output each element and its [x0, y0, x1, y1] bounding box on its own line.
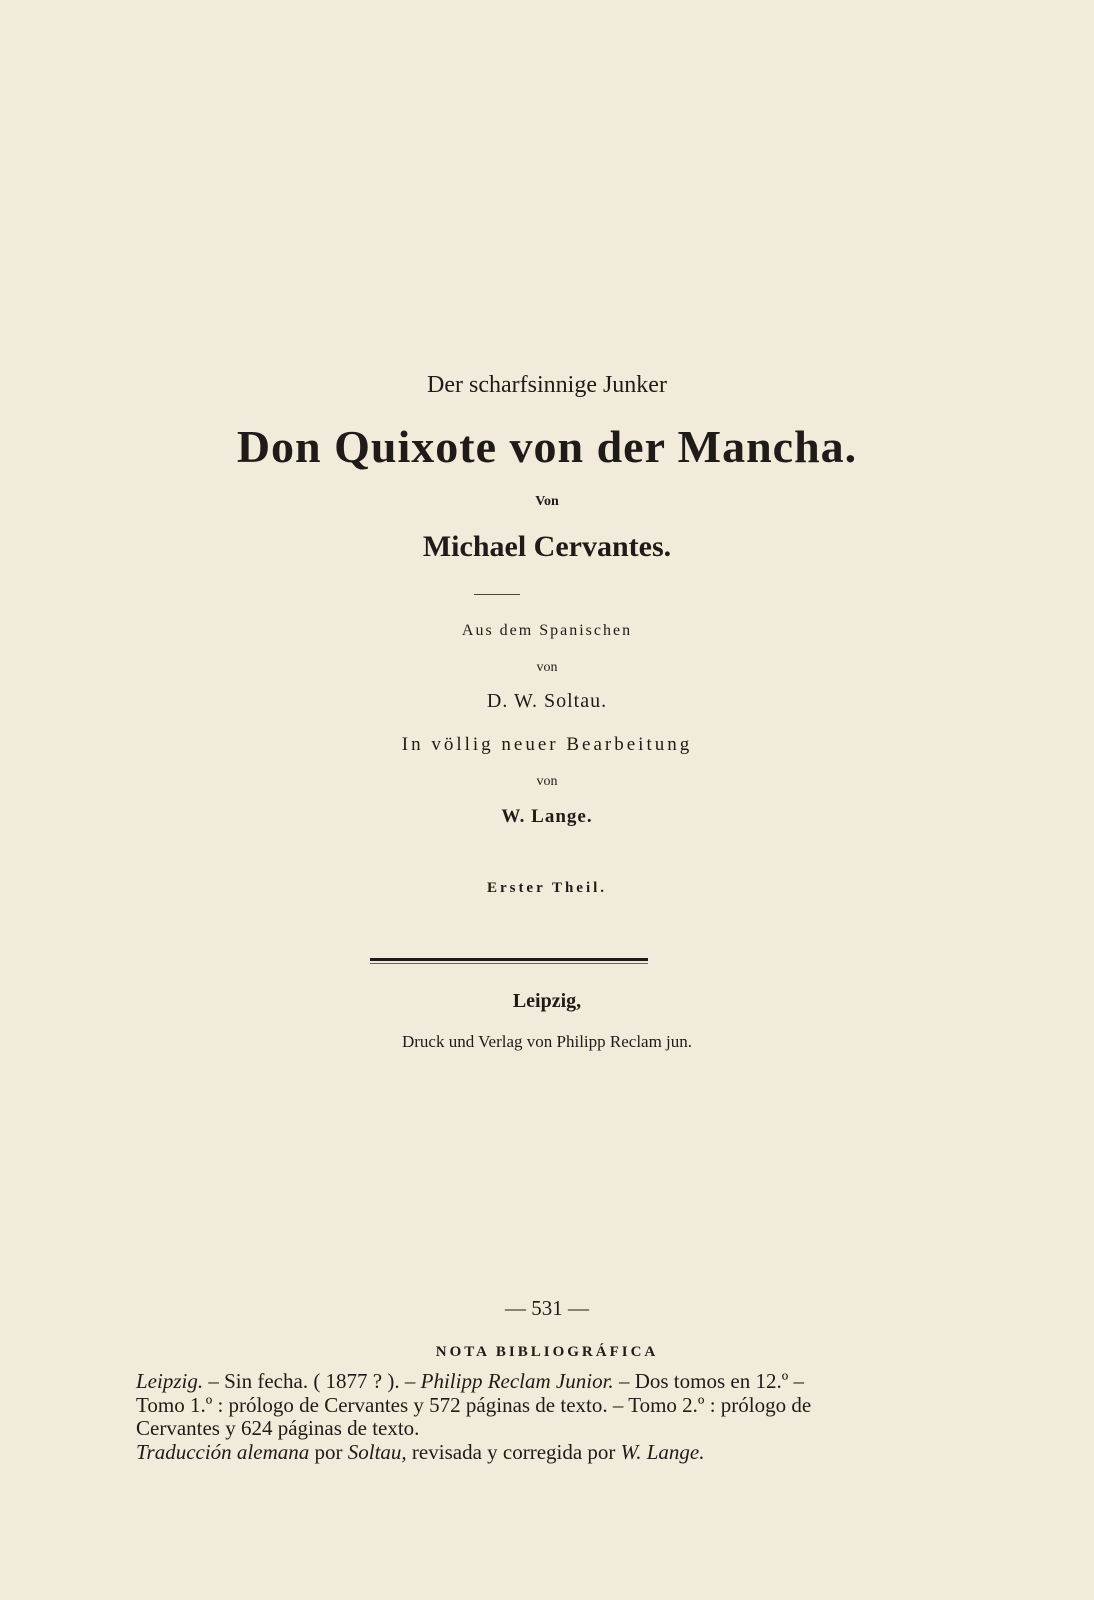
author-name: Michael Cervantes.	[422, 530, 672, 563]
title-line-1: Der scharfsinnige Junker	[427, 372, 667, 398]
note-publisher: Philipp Reclam Junior.	[420, 1369, 614, 1393]
note-editor: W. Lange.	[620, 1439, 705, 1464]
note-line-1	[136, 1370, 896, 1394]
note-revised: revisada y corregida por	[406, 1439, 621, 1464]
title-line-von-2: von	[536, 660, 558, 675]
note-place: Leipzig.	[136, 1369, 204, 1393]
note-volumes: – Dos tomos en 12.º –	[613, 1369, 804, 1393]
translation-line: Aus dem Spanischen	[461, 622, 633, 639]
volume-label: Erster Theil.	[486, 880, 608, 896]
note-translation: Traducción alemana	[136, 1439, 310, 1464]
editor-name: W. Lange.	[501, 806, 593, 827]
note-line-2: Tomo 1.º : prólogo de Cervantes y 572 páginas de texto. – Tomo 2.º : prólogo de	[136, 1392, 812, 1417]
short-divider	[474, 594, 520, 595]
title-line-von-3: von	[536, 774, 558, 789]
double-rule-thin	[370, 963, 648, 964]
main-title: Don Quixote von der Mancha.	[236, 421, 858, 472]
publisher-line: Druck und Verlag von Philipp Reclam jun.	[401, 1032, 693, 1051]
note-translator: Soltau,	[347, 1439, 407, 1464]
note-line-4	[136, 1441, 896, 1465]
title-line-von: Von	[535, 494, 559, 509]
bibliographic-note	[136, 1370, 896, 1464]
note-por: por	[309, 1439, 348, 1464]
note-heading: NOTA BIBLIOGRÁFICA	[435, 1344, 659, 1360]
place-of-publication: Leipzig,	[512, 990, 582, 1012]
note-line-3: Cervantes y 624 páginas de texto.	[136, 1416, 420, 1440]
double-rule-thick	[370, 958, 648, 961]
translator-name: D. W. Soltau.	[486, 690, 608, 712]
revision-line: In völlig neuer Bearbeitung	[401, 734, 693, 755]
page-number: — 531 —	[505, 1296, 589, 1320]
note-date: – Sin fecha. ( 1877 ? ). –	[203, 1369, 421, 1393]
